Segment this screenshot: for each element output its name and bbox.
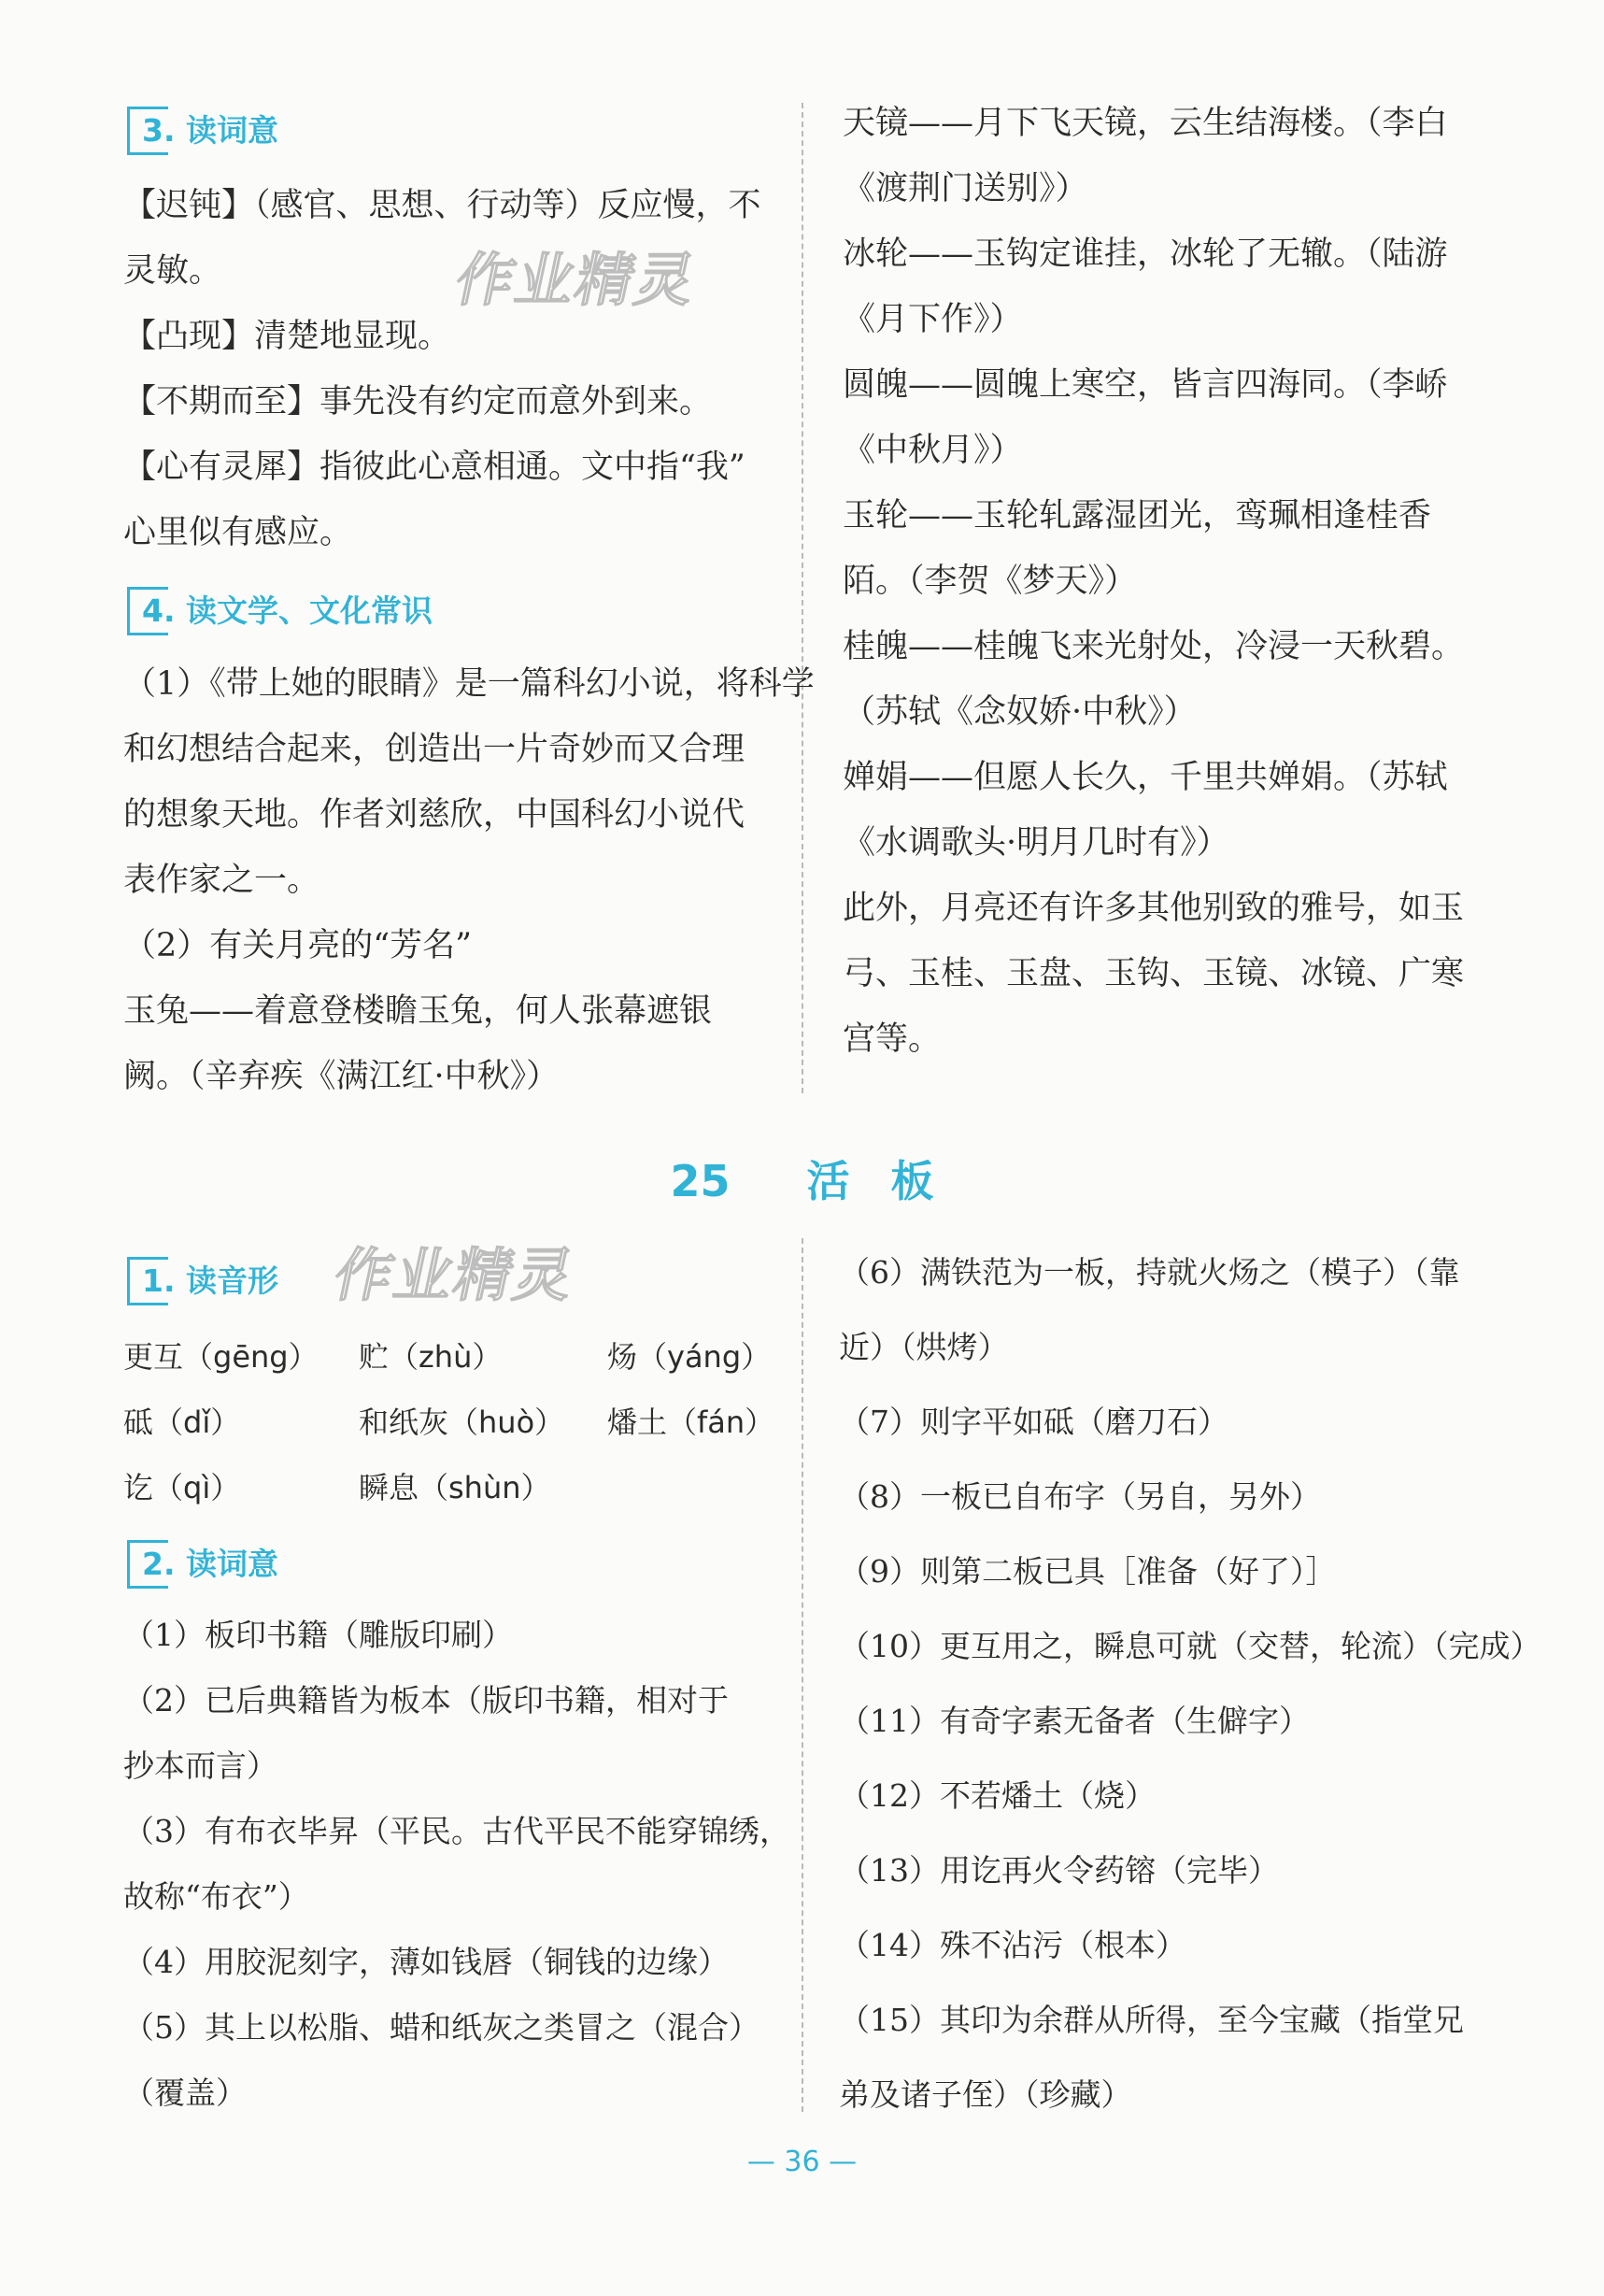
text-line: 此外，月亮还有许多其他别致的雅号，如玉 xyxy=(843,890,1465,927)
text-line: 桂魄——桂魄飞来光射处，冷浸一天秋碧。 xyxy=(843,628,1465,665)
text-line: 【迟钝】（感官、思想、行动等）反应慢，不 xyxy=(123,187,761,224)
text-line: （15）其印为余群从所得，至今宝藏（指堂兄 xyxy=(839,2002,1464,2038)
text-line: 【心有灵犀】指彼此心意相通。文中指“我” xyxy=(123,449,745,486)
text-line: 近）（烘烤） xyxy=(839,1329,1009,1365)
pinyin-item: 和纸灰（huò） xyxy=(359,1405,565,1440)
text-line: 天镜——月下飞天镜，云生结海楼。（李白 xyxy=(843,105,1448,142)
watermark-top: 作业精灵 xyxy=(449,246,703,314)
text-line: 玉轮——玉轮轧露湿团光，鸾珮相逢桂香 xyxy=(843,497,1432,535)
text-line: 陌。（李贺《梦天》） xyxy=(843,563,1138,600)
text-line: （13）用讫再火令药镕（完毕） xyxy=(839,1852,1279,1889)
text-line: 的想象天地。作者刘慈欣，中国科幻小说代 xyxy=(123,796,745,834)
text-line: （9）则第二板已具［准备（好了）］ xyxy=(839,1553,1337,1590)
text-line: 故称“布衣”） xyxy=(123,1878,309,1915)
text-line: 心里似有感应。 xyxy=(123,514,353,551)
column-divider-top xyxy=(802,103,803,1093)
text-line: 阙。（辛弃疾《满江红·中秋》） xyxy=(123,1058,560,1095)
text-line: 婵娟——但愿人长久，千里共婵娟。（苏轼 xyxy=(843,759,1448,796)
column-divider-bottom xyxy=(802,1238,803,2112)
text-line: （7）则字平如砥（磨刀石） xyxy=(839,1404,1228,1440)
text-line: 弟及诸子侄）（珍藏） xyxy=(839,2076,1132,2113)
pinyin-item: 燔土（fán） xyxy=(607,1405,775,1440)
text-line: （3）有布衣毕昇（平民。古代平民不能穿锦绣， xyxy=(123,1813,790,1849)
lesson-title xyxy=(0,1148,1604,1209)
text-line: 《渡荆门送别》） xyxy=(843,170,1088,207)
pinyin-item: 瞬息（shùn） xyxy=(359,1470,551,1505)
text-line: 表作家之一。 xyxy=(123,862,320,899)
lesson-title-char-1: 活 xyxy=(806,1156,850,1206)
text-line: （12）不若燔土（烧） xyxy=(839,1777,1156,1814)
text-line: 灵敏。 xyxy=(123,252,222,290)
pinyin-item: 更互（gēng） xyxy=(123,1339,319,1375)
text-line: 【凸现】清楚地显现。 xyxy=(123,318,451,355)
section-heading-literature: 4. 读文学、文化常识 xyxy=(127,587,438,635)
text-line: 弓、玉桂、玉盘、玉钩、玉镜、冰镜、广寒 xyxy=(843,955,1465,992)
page-number: — 36 — xyxy=(746,2146,858,2178)
text-line: （11）有奇字素无备者（生僻字） xyxy=(839,1703,1310,1739)
text-line: 抄本而言） xyxy=(123,1747,277,1784)
text-line: 宫等。 xyxy=(843,1020,942,1058)
text-line: （1）板印书籍（雕版印刷） xyxy=(123,1617,513,1653)
watermark-bottom: 作业精灵 xyxy=(328,1241,582,1309)
text-line: （8）一板已自布字（另自，另外） xyxy=(839,1478,1321,1515)
text-line: 《月下作》） xyxy=(843,301,1023,338)
section-heading-pronunciation: 1. 读音形 xyxy=(127,1257,284,1305)
section-heading-word-meaning: 3. 读词意 xyxy=(127,107,284,155)
text-line: 【不期而至】事先没有约定而意外到来。 xyxy=(123,383,713,421)
text-line: （2）已后典籍皆为板本（版印书籍，相对于 xyxy=(123,1682,729,1718)
text-line: （10）更互用之，瞬息可就（交替，轮流）（完成） xyxy=(839,1628,1541,1664)
section-heading-word-meaning-2: 2. 读词意 xyxy=(127,1540,284,1589)
pinyin-item: 贮（zhù） xyxy=(359,1339,503,1375)
text-line: （2）有关月亮的“芳名” xyxy=(123,927,473,964)
text-line: （4）用胶泥刻字，薄如钱唇（铜钱的边缘） xyxy=(123,1944,729,1980)
text-line: （覆盖） xyxy=(123,2075,247,2111)
pinyin-item: 炀（yáng） xyxy=(607,1339,772,1375)
text-line: （6）满铁范为一板，持就火炀之（模子）（靠 xyxy=(839,1254,1460,1291)
text-line: 《水调歌头·明月几时有》） xyxy=(843,824,1229,862)
lesson-title-char-2: 板 xyxy=(890,1156,934,1206)
pinyin-item: 讫（qì） xyxy=(123,1470,241,1505)
text-line: 《中秋月》） xyxy=(843,432,1023,469)
text-line: （1）《带上她的眼睛》是一篇科幻小说，将科学 xyxy=(123,665,815,703)
text-line: 玉兔——着意登楼瞻玉兔，何人张幕遮银 xyxy=(123,992,713,1030)
text-line: （苏轼《念奴娇·中秋》） xyxy=(843,693,1197,731)
text-line: 冰轮——玉钩定谁挂，冰轮了无辙。（陆游 xyxy=(843,235,1448,273)
lesson-number: 25 xyxy=(670,1156,731,1206)
text-line: 圆魄——圆魄上寒空，皆言四海同。（李峤 xyxy=(843,366,1448,404)
pinyin-item: 砥（dǐ） xyxy=(123,1405,241,1440)
text-line: （14）殊不沾污（根本） xyxy=(839,1927,1186,1963)
text-line: （5）其上以松脂、蜡和纸灰之类冒之（混合） xyxy=(123,2009,759,2046)
text-line: 和幻想结合起来，创造出一片奇妙而又合理 xyxy=(123,731,745,768)
